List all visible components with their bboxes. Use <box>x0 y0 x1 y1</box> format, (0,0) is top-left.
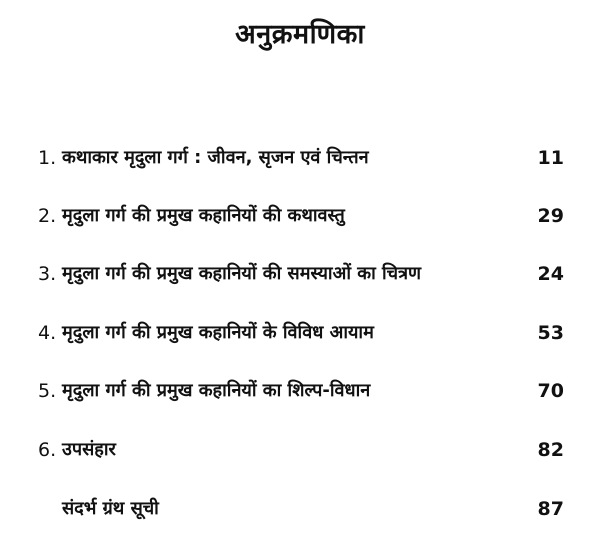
toc-entry-2[interactable] <box>0 201 600 231</box>
toc-entry-number: 4. <box>38 322 57 344</box>
toc-entry-1[interactable] <box>0 143 600 173</box>
toc-entry-bibliography[interactable] <box>0 494 600 524</box>
toc-entry-page: 24 <box>537 263 564 285</box>
toc-entry-6[interactable] <box>0 435 600 465</box>
toc-entry-4[interactable] <box>0 318 600 348</box>
toc-entry-page: 82 <box>537 439 564 461</box>
toc-entry-number: 3. <box>38 263 57 285</box>
toc-entry-label: मृदुला गर्ग की प्रमुख कहानियों के विविध आयाम <box>62 322 374 343</box>
toc-entry-number: 2. <box>38 205 57 227</box>
toc-entry-number: 1. <box>38 147 57 169</box>
toc-entry-label: उपसंहार <box>62 439 116 460</box>
toc-entry-page: 11 <box>537 147 564 169</box>
toc-entry-page: 29 <box>537 205 564 227</box>
toc-entry-label: मृदुला गर्ग की प्रमुख कहानियों की समस्याओं का चित्रण <box>62 263 422 284</box>
toc-entry-label: संदर्भ ग्रंथ सूची <box>62 498 159 519</box>
toc-entry-page: 53 <box>537 322 564 344</box>
toc-entry-label: मृदुला गर्ग की प्रमुख कहानियों का शिल्प-विधान <box>62 380 371 401</box>
toc-entry-number: 5. <box>38 380 57 402</box>
toc-entry-label: मृदुला गर्ग की प्रमुख कहानियों की कथावस्तु <box>62 205 345 226</box>
toc-entry-page: 70 <box>537 380 564 402</box>
toc-entry-page: 87 <box>537 498 564 520</box>
toc-entry-5[interactable] <box>0 376 600 406</box>
toc-entry-label: कथाकार मृदुला गर्ग : जीवन, सृजन एवं चिन्तन <box>62 147 369 168</box>
toc-entry-3[interactable] <box>0 259 600 289</box>
page-title: अनुक्रमणिका <box>235 19 365 50</box>
toc-entry-number: 6. <box>38 439 57 461</box>
